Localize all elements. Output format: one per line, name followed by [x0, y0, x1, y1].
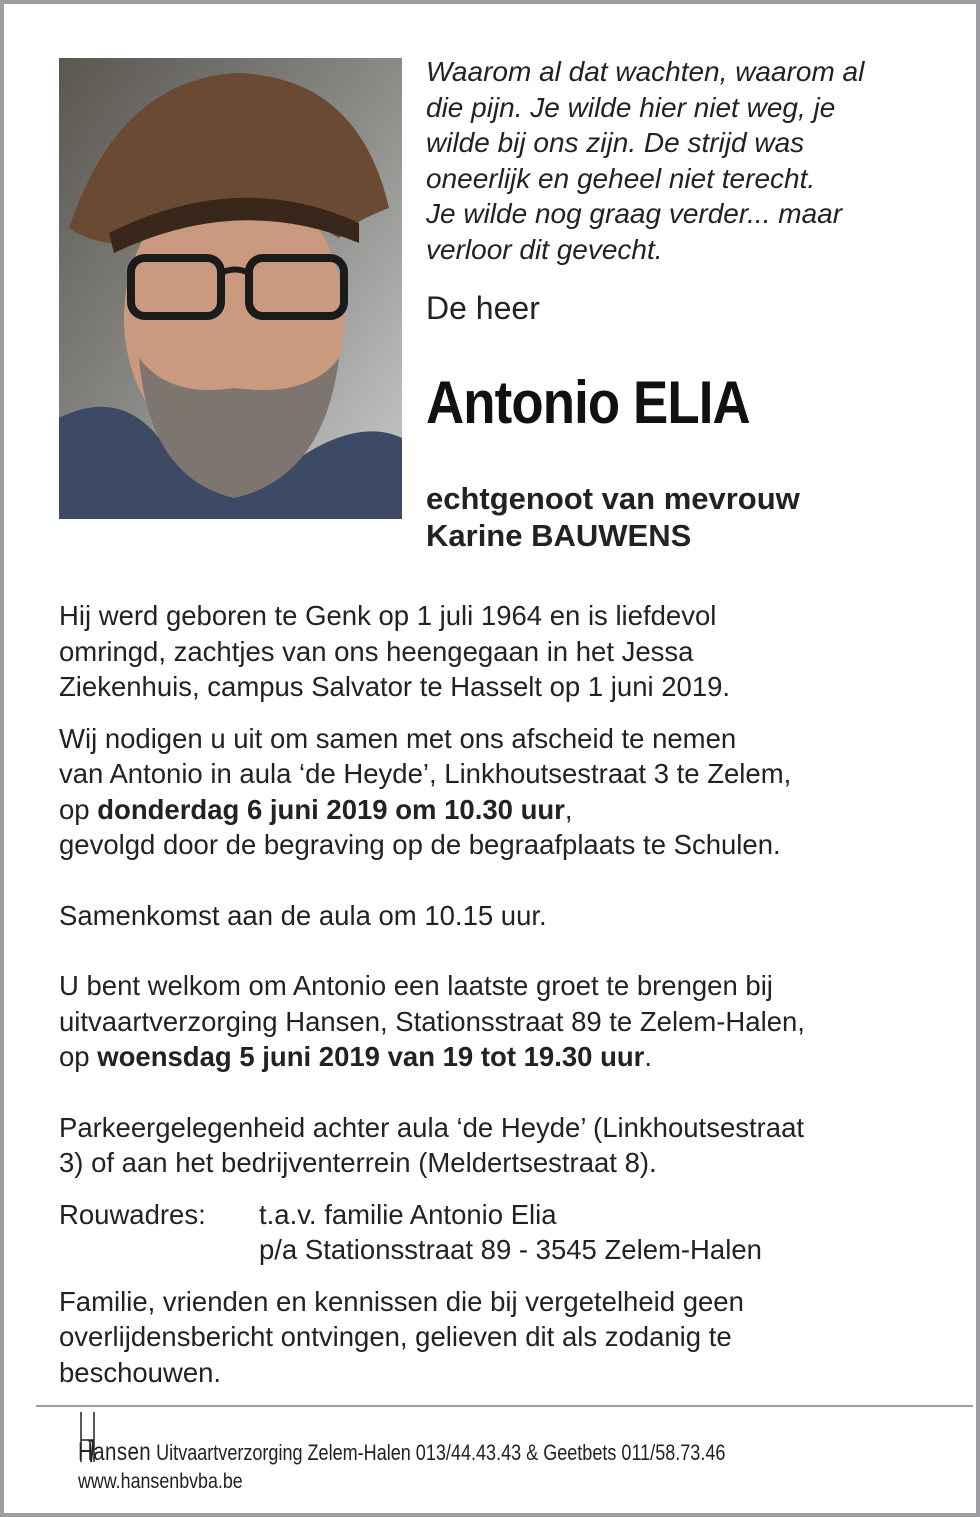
poem	[426, 54, 946, 267]
funeral-home-info	[78, 1438, 725, 1467]
text-line: Wij nodigen u uit om samen met ons afscheid te nemen	[59, 722, 737, 754]
welcome-paragraph	[59, 968, 939, 1075]
gathering-paragraph: Samenkomst aan de aula om 10.15 uur.	[59, 899, 547, 931]
funeral-home-website[interactable]: www.hansenbvba.be	[78, 1470, 243, 1493]
text-line: op	[59, 1041, 98, 1072]
parking-paragraph	[59, 1110, 939, 1181]
text-line: Hij werd geboren te Genk op 1 juli 1964 en is liefdevol	[59, 600, 717, 631]
poem-line: verloor dit gevecht.	[426, 233, 663, 265]
poem-line: oneerlijk en geheel niet terecht.	[426, 162, 816, 194]
invite-paragraph	[59, 721, 939, 863]
text-line: .	[644, 1041, 653, 1072]
salutation: De heer	[426, 290, 540, 326]
poem-line: wilde bij ons zijn. De strijd was	[426, 127, 805, 158]
birth-paragraph	[59, 598, 939, 705]
text-line: op	[59, 793, 98, 825]
footer-divider	[36, 1405, 973, 1407]
spouse-line: echtgenoot van mevrouw	[426, 481, 800, 516]
notice-body	[59, 598, 939, 1390]
spouse-line: Karine BAUWENS	[426, 518, 692, 553]
text-line: van Antonio in aula ‘de Heyde’, Linkhoutsestraat 3 te Zelem,	[59, 758, 792, 789]
funeral-home-brand: Hansen	[78, 1438, 152, 1466]
text-line: ,	[564, 793, 573, 825]
spouse-info	[426, 480, 800, 554]
deceased-name: Antonio ELIA	[426, 369, 750, 436]
text-line: Ziekenhuis, campus Salvator te Hasselt op 1 juni 2019.	[59, 671, 731, 702]
visitation-datetime: woensdag 5 juni 2019 van 19 tot 19.30 uur	[97, 1041, 645, 1072]
closing-paragraph	[59, 1284, 939, 1391]
poem-line: die pijn. Je wilde hier niet weg, je	[426, 91, 836, 123]
text-line: U bent welkom om Antonio een laatste groet te brengen bij	[59, 970, 773, 1001]
portrait-photo	[59, 58, 402, 519]
mourning-address	[59, 1197, 939, 1268]
address-line: p/a Stationsstraat 89 - 3545 Zelem-Halen	[259, 1234, 762, 1265]
text-line: Parkeergelegenheid achter aula ‘de Heyde’ (Linkhoutsestraat	[59, 1111, 805, 1143]
poem-line: Waarom al dat wachten, waarom al	[426, 56, 865, 87]
text-line: overlijdensbericht ontvingen, gelieven dit als zodanig te	[59, 1321, 732, 1352]
poem-line: Je wilde nog graag verder... maar	[426, 198, 843, 229]
text-line: Familie, vrienden en kennissen die bij vergetelheid geen	[59, 1285, 744, 1317]
funeral-datetime: donderdag 6 juni 2019 om 10.30 uur	[97, 793, 565, 825]
address-line: t.a.v. familie Antonio Elia	[259, 1198, 557, 1230]
text-line: uitvaartverzorging Hansen, Stationsstraat 89 te Zelem-Halen,	[59, 1005, 805, 1037]
text-line: omringd, zachtjes van ons heengegaan in het Jessa	[59, 635, 694, 667]
text-line: 3) of aan het bedrijventerrein (Meldertsestraat 8).	[59, 1147, 657, 1178]
text-line: beschouwen.	[59, 1356, 222, 1388]
address-label: Rouwadres:	[59, 1198, 206, 1230]
text-line: gevolgd door de begraving op de begraafplaats te Schulen.	[59, 829, 781, 860]
funeral-home-contact: Uitvaartverzorging Zelem-Halen 013/44.43.43 & Geetbets 011/58.73.46	[156, 1440, 726, 1465]
